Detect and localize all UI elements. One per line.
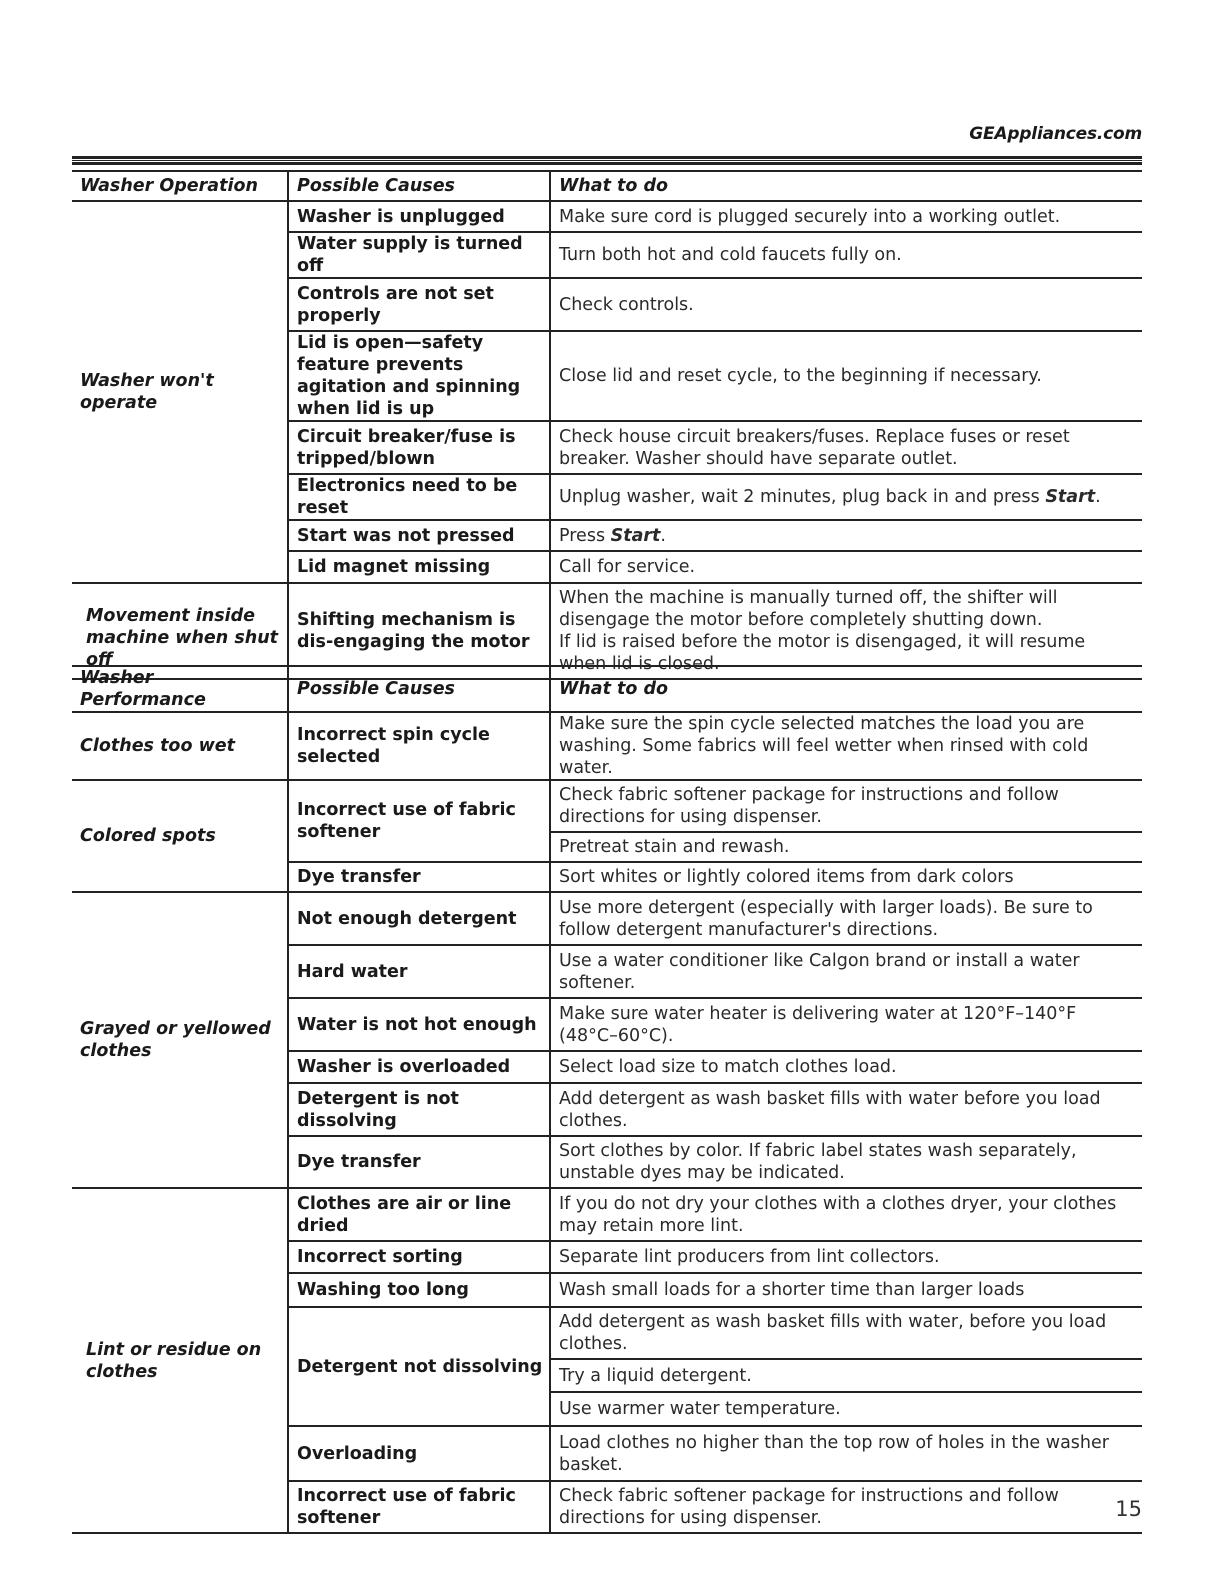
cause-cell: Detergent is not dissolving xyxy=(288,1083,550,1136)
problem-grayed-yellowed: Grayed or yellowed clothes xyxy=(72,892,288,1188)
cause-cell: Dye transfer xyxy=(288,1136,550,1188)
fix-cell: Check fabric softener package for instructions and follow directions for using dispenser. xyxy=(550,780,1142,832)
table-row xyxy=(72,712,1142,780)
header-problem: Washer Operation xyxy=(72,171,288,201)
header-causes: Possible Causes xyxy=(288,666,550,712)
cause-cell: Start was not pressed xyxy=(288,520,550,551)
washer-operation-table xyxy=(72,170,1142,680)
cause-cell: Dye transfer xyxy=(288,862,550,892)
problem-movement-inside: Movement inside machine when shut off xyxy=(72,583,288,679)
fix-cell: Close lid and reset cycle, to the beginning if necessary. xyxy=(550,331,1142,421)
cause-cell: Lid is open—safety feature prevents agitation and spinning when lid is up xyxy=(288,331,550,421)
fix-cell xyxy=(550,520,1142,551)
fix-cell: Select load size to match clothes load. xyxy=(550,1051,1142,1083)
site-url: GEAppliances.com xyxy=(969,124,1142,144)
fix-cell: Check controls. xyxy=(550,278,1142,331)
fix-cell: Call for service. xyxy=(550,551,1142,583)
fix-cell: Add detergent as wash basket fills with water, before you load clothes. xyxy=(550,1307,1142,1359)
fix-cell: Use more detergent (especially with larger loads). Be sure to follow detergent manufacturer's directions. xyxy=(550,892,1142,945)
fix-text: Press xyxy=(559,525,611,546)
fix-cell: Sort whites or lightly colored items from dark colors xyxy=(550,862,1142,892)
problem-washer-wont-operate: Washer won't operate xyxy=(72,201,288,583)
table-row xyxy=(72,780,1142,832)
table-row xyxy=(72,892,1142,945)
fix-text: Unplug washer, wait 2 minutes, plug back in and press xyxy=(559,487,1046,507)
fix-cell: Pretreat stain and rewash. xyxy=(550,832,1142,862)
problem-clothes-too-wet: Clothes too wet xyxy=(72,712,288,780)
cause-cell: Hard water xyxy=(288,945,550,998)
cause-cell: Washing too long xyxy=(288,1273,550,1307)
washer-performance-table xyxy=(72,665,1142,1534)
header-problem: Washer Performance xyxy=(72,666,288,712)
cause-cell: Incorrect spin cycle selected xyxy=(288,712,550,780)
fix-cell: Add detergent as wash basket fills with water before you load clothes. xyxy=(550,1083,1142,1136)
cause-cell: Incorrect use of fabric softener xyxy=(288,1481,550,1533)
header-causes: Possible Causes xyxy=(288,171,550,201)
fix-cell: Use warmer water temperature. xyxy=(550,1392,1142,1426)
cause-cell: Washer is overloaded xyxy=(288,1051,550,1083)
fix-cell: Load clothes no higher than the top row of holes in the washer basket. xyxy=(550,1426,1142,1481)
fix-cell: Check house circuit breakers/fuses. Replace fuses or reset breaker. Washer should have separate outlet. xyxy=(550,421,1142,474)
cause-cell: Water supply is turned off xyxy=(288,232,550,278)
cause-cell: Controls are not set properly xyxy=(288,278,550,331)
fix-cell: Make sure cord is plugged securely into a working outlet. xyxy=(550,201,1142,232)
cause-cell: Incorrect sorting xyxy=(288,1241,550,1273)
cause-cell: Not enough detergent xyxy=(288,892,550,945)
fix-cell: Make sure water heater is delivering water at 120°F–140°F (48°C–60°C). xyxy=(550,998,1142,1051)
cause-cell: Incorrect use of fabric softener xyxy=(288,780,550,862)
fix-cell xyxy=(550,474,1142,520)
cause-cell: Overloading xyxy=(288,1426,550,1481)
fix-cell: Use a water conditioner like Calgon brand or install a water softener. xyxy=(550,945,1142,998)
fix-text-end: . xyxy=(660,525,666,546)
fix-cell: Check fabric softener package for instructions and follow directions for using dispenser. xyxy=(550,1481,1142,1533)
fix-cell: If you do not dry your clothes with a clothes dryer, your clothes may retain more lint. xyxy=(550,1188,1142,1241)
fix-cell: Make sure the spin cycle selected matches the load you are washing. Some fabrics will feel wetter when rinsed with cold water. xyxy=(550,712,1142,780)
fix-cell: Wash small loads for a shorter time than larger loads xyxy=(550,1273,1142,1307)
header-what-to-do: What to do xyxy=(550,666,1142,712)
start-keyword: Start xyxy=(1045,487,1096,507)
cause-cell: Clothes are air or line dried xyxy=(288,1188,550,1241)
fix-cell: Separate lint producers from lint collectors. xyxy=(550,1241,1142,1273)
problem-colored-spots: Colored spots xyxy=(72,780,288,892)
table-row xyxy=(72,201,1142,232)
header-rule xyxy=(72,156,1142,165)
cause-cell: Shifting mechanism is dis-engaging the motor xyxy=(288,583,550,679)
cause-cell: Water is not hot enough xyxy=(288,998,550,1051)
header-what-to-do: What to do xyxy=(550,171,1142,201)
cause-cell: Detergent not dissolving xyxy=(288,1307,550,1426)
fix-cell: Sort clothes by color. If fabric label states wash separately, unstable dyes may be indicated. xyxy=(550,1136,1142,1188)
table-header-row xyxy=(72,666,1142,712)
problem-lint-residue: Lint or residue on clothes xyxy=(72,1188,288,1533)
fix-text-end: . xyxy=(1095,487,1101,507)
start-keyword: Start xyxy=(610,525,661,546)
cause-cell: Lid magnet missing xyxy=(288,551,550,583)
table-header-row xyxy=(72,171,1142,201)
cause-cell: Washer is unplugged xyxy=(288,201,550,232)
fix-cell: Try a liquid detergent. xyxy=(550,1359,1142,1392)
cause-cell: Circuit breaker/fuse is tripped/blown xyxy=(288,421,550,474)
fix-line: If lid is raised before the motor is disengaged, it will resume when lid is closed. xyxy=(559,632,1086,674)
table-row xyxy=(72,1188,1142,1241)
cause-cell: Electronics need to be reset xyxy=(288,474,550,520)
fix-line: When the machine is manually turned off, the shifter will disengage the motor before completely shutting down. xyxy=(559,588,1058,630)
page-number: 15 xyxy=(1115,1497,1142,1521)
fix-cell: Turn both hot and cold faucets fully on. xyxy=(550,232,1142,278)
